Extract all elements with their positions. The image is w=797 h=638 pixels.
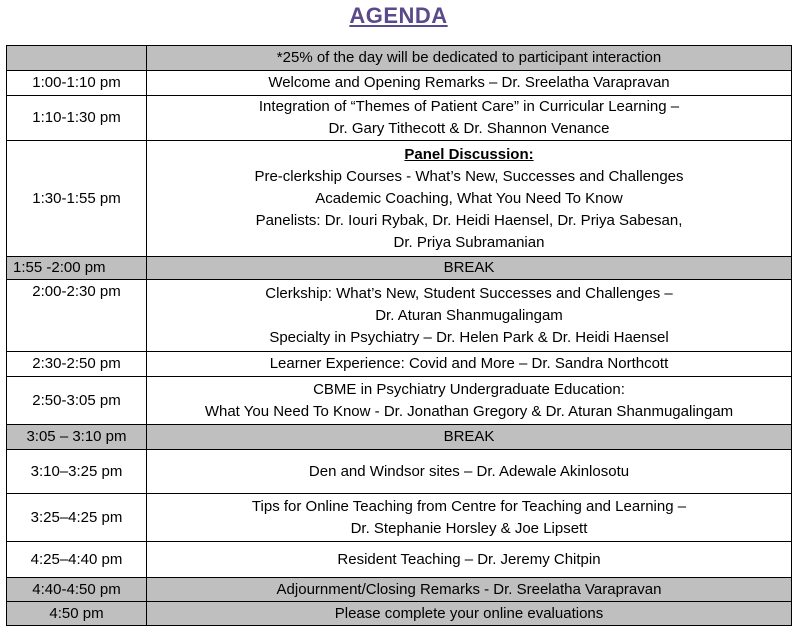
session-line: Dr. Aturan Shanmugalingam <box>375 306 563 324</box>
break-cell: BREAK <box>147 425 792 450</box>
time-cell: 3:10–3:25 pm <box>7 450 147 494</box>
table-row <box>7 280 792 352</box>
session-cell <box>147 377 792 425</box>
time-cell: 2:50-3:05 pm <box>7 377 147 425</box>
session-line: Pre-clerkship Courses - What’s New, Successes and Challenges <box>254 167 684 185</box>
session-line: Academic Coaching, What You Need To Know <box>315 189 623 207</box>
time-cell: 2:00-2:30 pm <box>7 280 147 352</box>
break-row <box>7 257 792 280</box>
time-cell: 1:55 -2:00 pm <box>7 257 147 280</box>
table-row <box>7 494 792 542</box>
session-line: Integration of “Themes of Patient Care” in Curricular Learning – <box>258 98 680 115</box>
time-cell: 2:30-2:50 pm <box>7 352 147 377</box>
session-cell <box>147 280 792 352</box>
session-line: CBME in Psychiatry Undergraduate Education: <box>313 380 625 398</box>
note-time-cell <box>7 46 147 71</box>
session-cell <box>147 71 792 96</box>
session-cell: Adjournment/Closing Remarks - Dr. Sreelatha Varapravan <box>147 578 792 602</box>
session-line: Tips for Online Teaching from Centre for Teaching and Learning – <box>251 497 687 515</box>
session-line: What You Need To Know - Dr. Jonathan Gregory & Dr. Aturan Shanmugalingam <box>204 402 734 420</box>
table-row <box>7 352 792 377</box>
session-line: Dr. Gary Tithecott & Dr. Shannon Venance <box>328 120 610 137</box>
session-heading: Panel Discussion: <box>404 145 534 163</box>
session-cell: Learner Experience: Covid and More – Dr. Sandra Northcott <box>147 352 792 377</box>
time-cell: 1:00-1:10 pm <box>7 71 147 96</box>
time-cell: 4:50 pm <box>7 602 147 626</box>
time-cell: 3:05 – 3:10 pm <box>7 425 147 450</box>
time-cell: 1:30-1:55 pm <box>7 141 147 257</box>
session-cell: Resident Teaching – Dr. Jeremy Chitpin <box>147 542 792 578</box>
table-row <box>7 602 792 626</box>
session-line: Dr. Priya Subramanian <box>393 233 545 251</box>
note-row <box>7 46 792 71</box>
table-row <box>7 450 792 494</box>
agenda-table <box>6 45 792 626</box>
table-row <box>7 542 792 578</box>
session-line: Dr. Stephanie Horsley & Joe Lipsett <box>350 519 588 537</box>
session-line: Specialty in Psychiatry – Dr. Helen Park & Dr. Heidi Haensel <box>269 328 669 346</box>
table-row <box>7 141 792 257</box>
time-cell: 4:40-4:50 pm <box>7 578 147 602</box>
note-cell: *25% of the day will be dedicated to participant interaction <box>147 46 792 71</box>
table-row <box>7 71 792 96</box>
session-cell <box>147 96 792 141</box>
session-line: Panelists: Dr. Iouri Rybak, Dr. Heidi Haensel, Dr. Priya Sabesan, <box>255 211 683 229</box>
table-row <box>7 578 792 602</box>
break-cell: BREAK <box>147 257 792 280</box>
table-row <box>7 96 792 141</box>
time-cell: 3:25–4:25 pm <box>7 494 147 542</box>
session-line: Welcome and Opening Remarks – Dr. Sreelatha Varapravan <box>268 74 670 91</box>
time-cell: 1:10-1:30 pm <box>7 96 147 141</box>
table-row <box>7 377 792 425</box>
session-line: Clerkship: What’s New, Student Successes and Challenges – <box>265 284 673 302</box>
session-cell: Den and Windsor sites – Dr. Adewale Akinlosotu <box>147 450 792 494</box>
session-cell <box>147 494 792 542</box>
session-cell: Please complete your online evaluations <box>147 602 792 626</box>
time-cell: 4:25–4:40 pm <box>7 542 147 578</box>
agenda-title: AGENDA <box>349 3 448 28</box>
session-cell <box>147 141 792 257</box>
break-row <box>7 425 792 450</box>
